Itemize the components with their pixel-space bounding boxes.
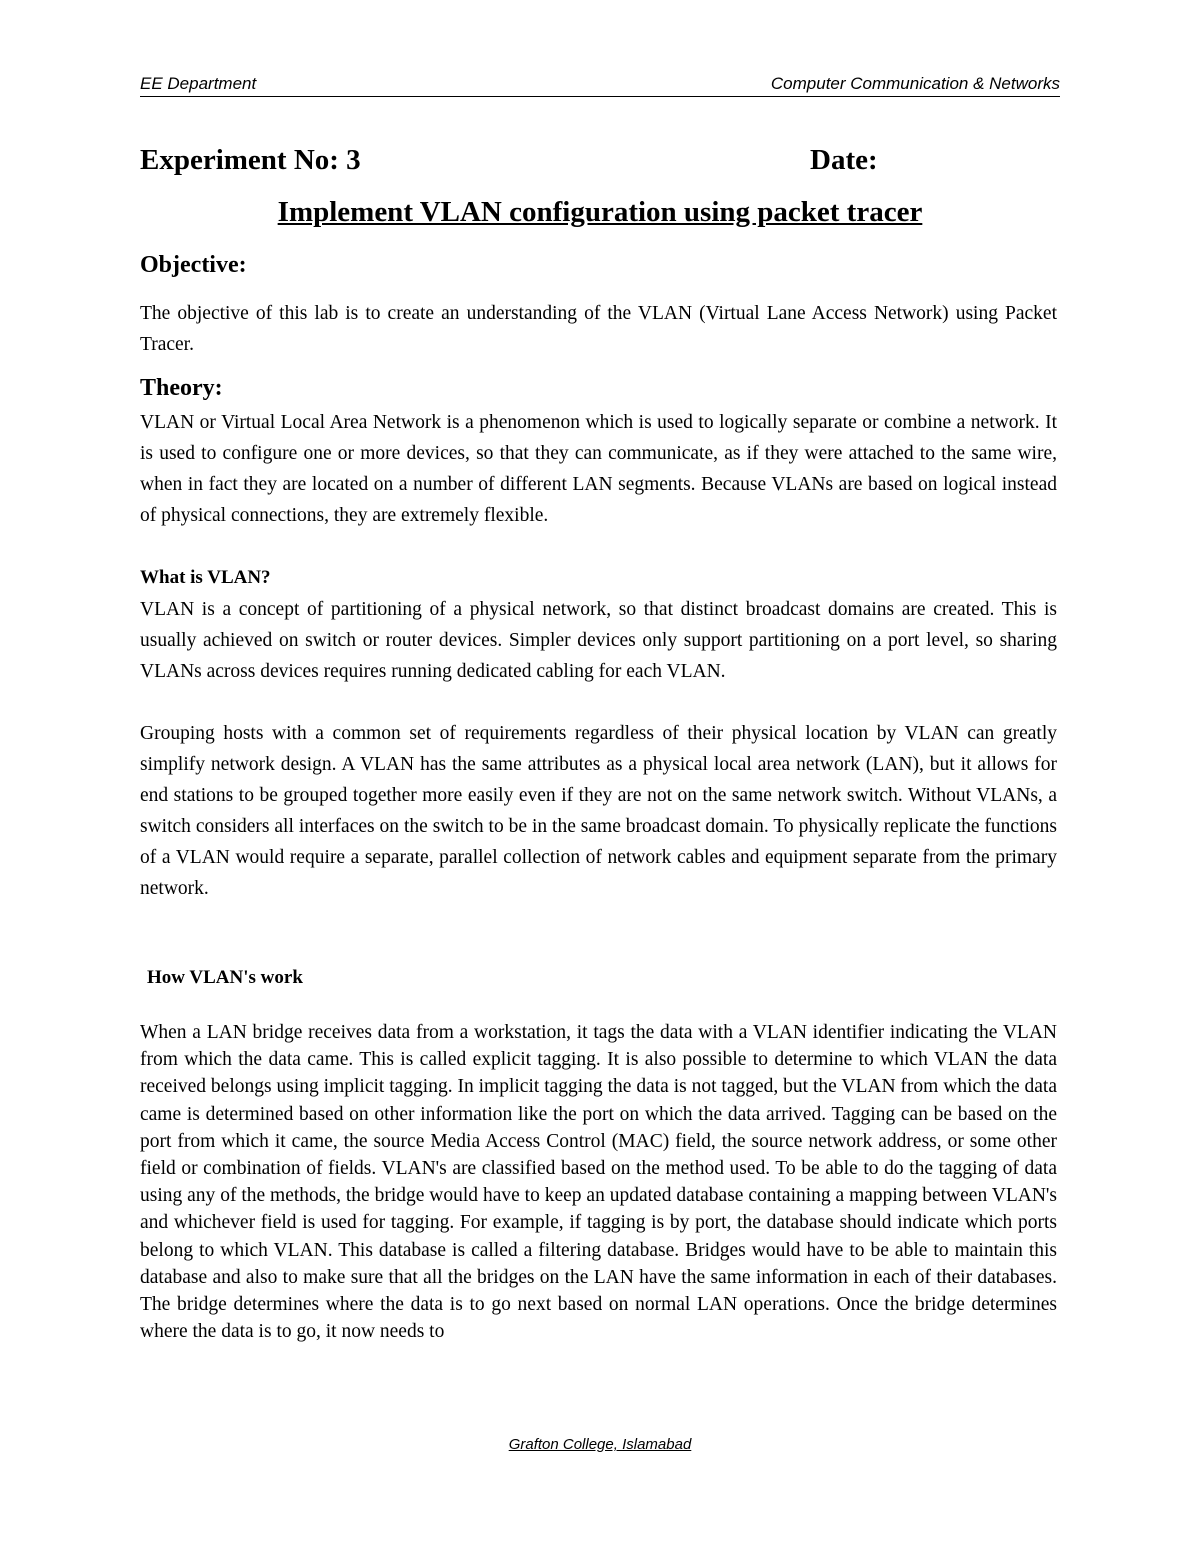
page-footer: Grafton College, Islamabad bbox=[508, 1436, 692, 1453]
page-header bbox=[140, 72, 1060, 97]
what-is-vlan-heading: What is VLAN? bbox=[140, 567, 271, 588]
page-title: Implement VLAN configuration using packet tracer bbox=[277, 196, 923, 228]
objective-heading: Objective: bbox=[140, 252, 247, 278]
header-course: Computer Communication & Networks bbox=[770, 74, 1060, 93]
how-vlan-works-text: When a LAN bridge receives data from a workstation, it tags the data with a VLAN identifier indicating the VLAN from which the data came. This is called explicit tagging. It is also possible to determine to which VLAN the data received belongs using implicit tagging. In implicit tagging the data is not tagged, but the VLAN from which the data came is determined based on other information like the port on which the data arrived. Tagging can be based on the port from which it came, the source Media Access Control (MAC) field, the source network address, or some other field or combination of fields. VLAN's are classified based on the method used. To be able to do the tagging of data using any of the methods, the bridge would have to keep an updated database containing a mapping between VLAN's and whichever field is used for tagging. For example, if tagging is by port, the database should indicate which ports belong to which VLAN. This database is called a filtering database. Bridges would have to be able to maintain this database and also to make sure that all the bridges on the LAN have the same information in each of their databases. The bridge determines where the data is to go next based on normal LAN operations. Once the bridge determines where the data is to go, it now needs to bbox=[140, 1022, 1057, 1343]
header-department: EE Department bbox=[140, 74, 257, 93]
theory-text: VLAN or Virtual Local Area Network is a phenomenon which is used to logically separate or combine a network. It is used to configure one or more devices, so that they can communicate, as if they were attached to the same wire, when in fact they are located on a number of different LAN segments. Because VLANs are based on logical instead of physical connections, they are extremely flexible. bbox=[140, 412, 1057, 526]
theory-heading: Theory: bbox=[140, 375, 223, 401]
objective-text: The objective of this lab is to create an understanding of the VLAN (Virtual Lane Access Network) using Packet Tracer. bbox=[140, 303, 1057, 355]
what-is-vlan-para1: VLAN is a concept of partitioning of a physical network, so that distinct broadcast domains are created. This is usually achieved on switch or router devices. Simpler devices only support partitioning on a port level, so sharing VLANs across devices requires running dedicated cabling for each VLAN. bbox=[140, 599, 1057, 682]
experiment-line bbox=[140, 144, 1060, 177]
what-is-vlan-para2: Grouping hosts with a common set of requirements regardless of their physical location by VLAN can greatly simplify network design. A VLAN has the same attributes as a physical local area network (LAN), but it allows for end stations to be grouped together more easily even if they are not on the same network switch. Without VLANs, a switch considers all interfaces on the switch to be in the same broadcast domain. To physically replicate the functions of a VLAN would require a separate, parallel collection of network cables and equipment separate from the primary network. bbox=[140, 723, 1057, 899]
experiment-number: Experiment No: 3 bbox=[140, 144, 361, 176]
how-vlan-works-heading: How VLAN's work bbox=[147, 967, 303, 988]
date-label: Date: bbox=[810, 144, 878, 176]
